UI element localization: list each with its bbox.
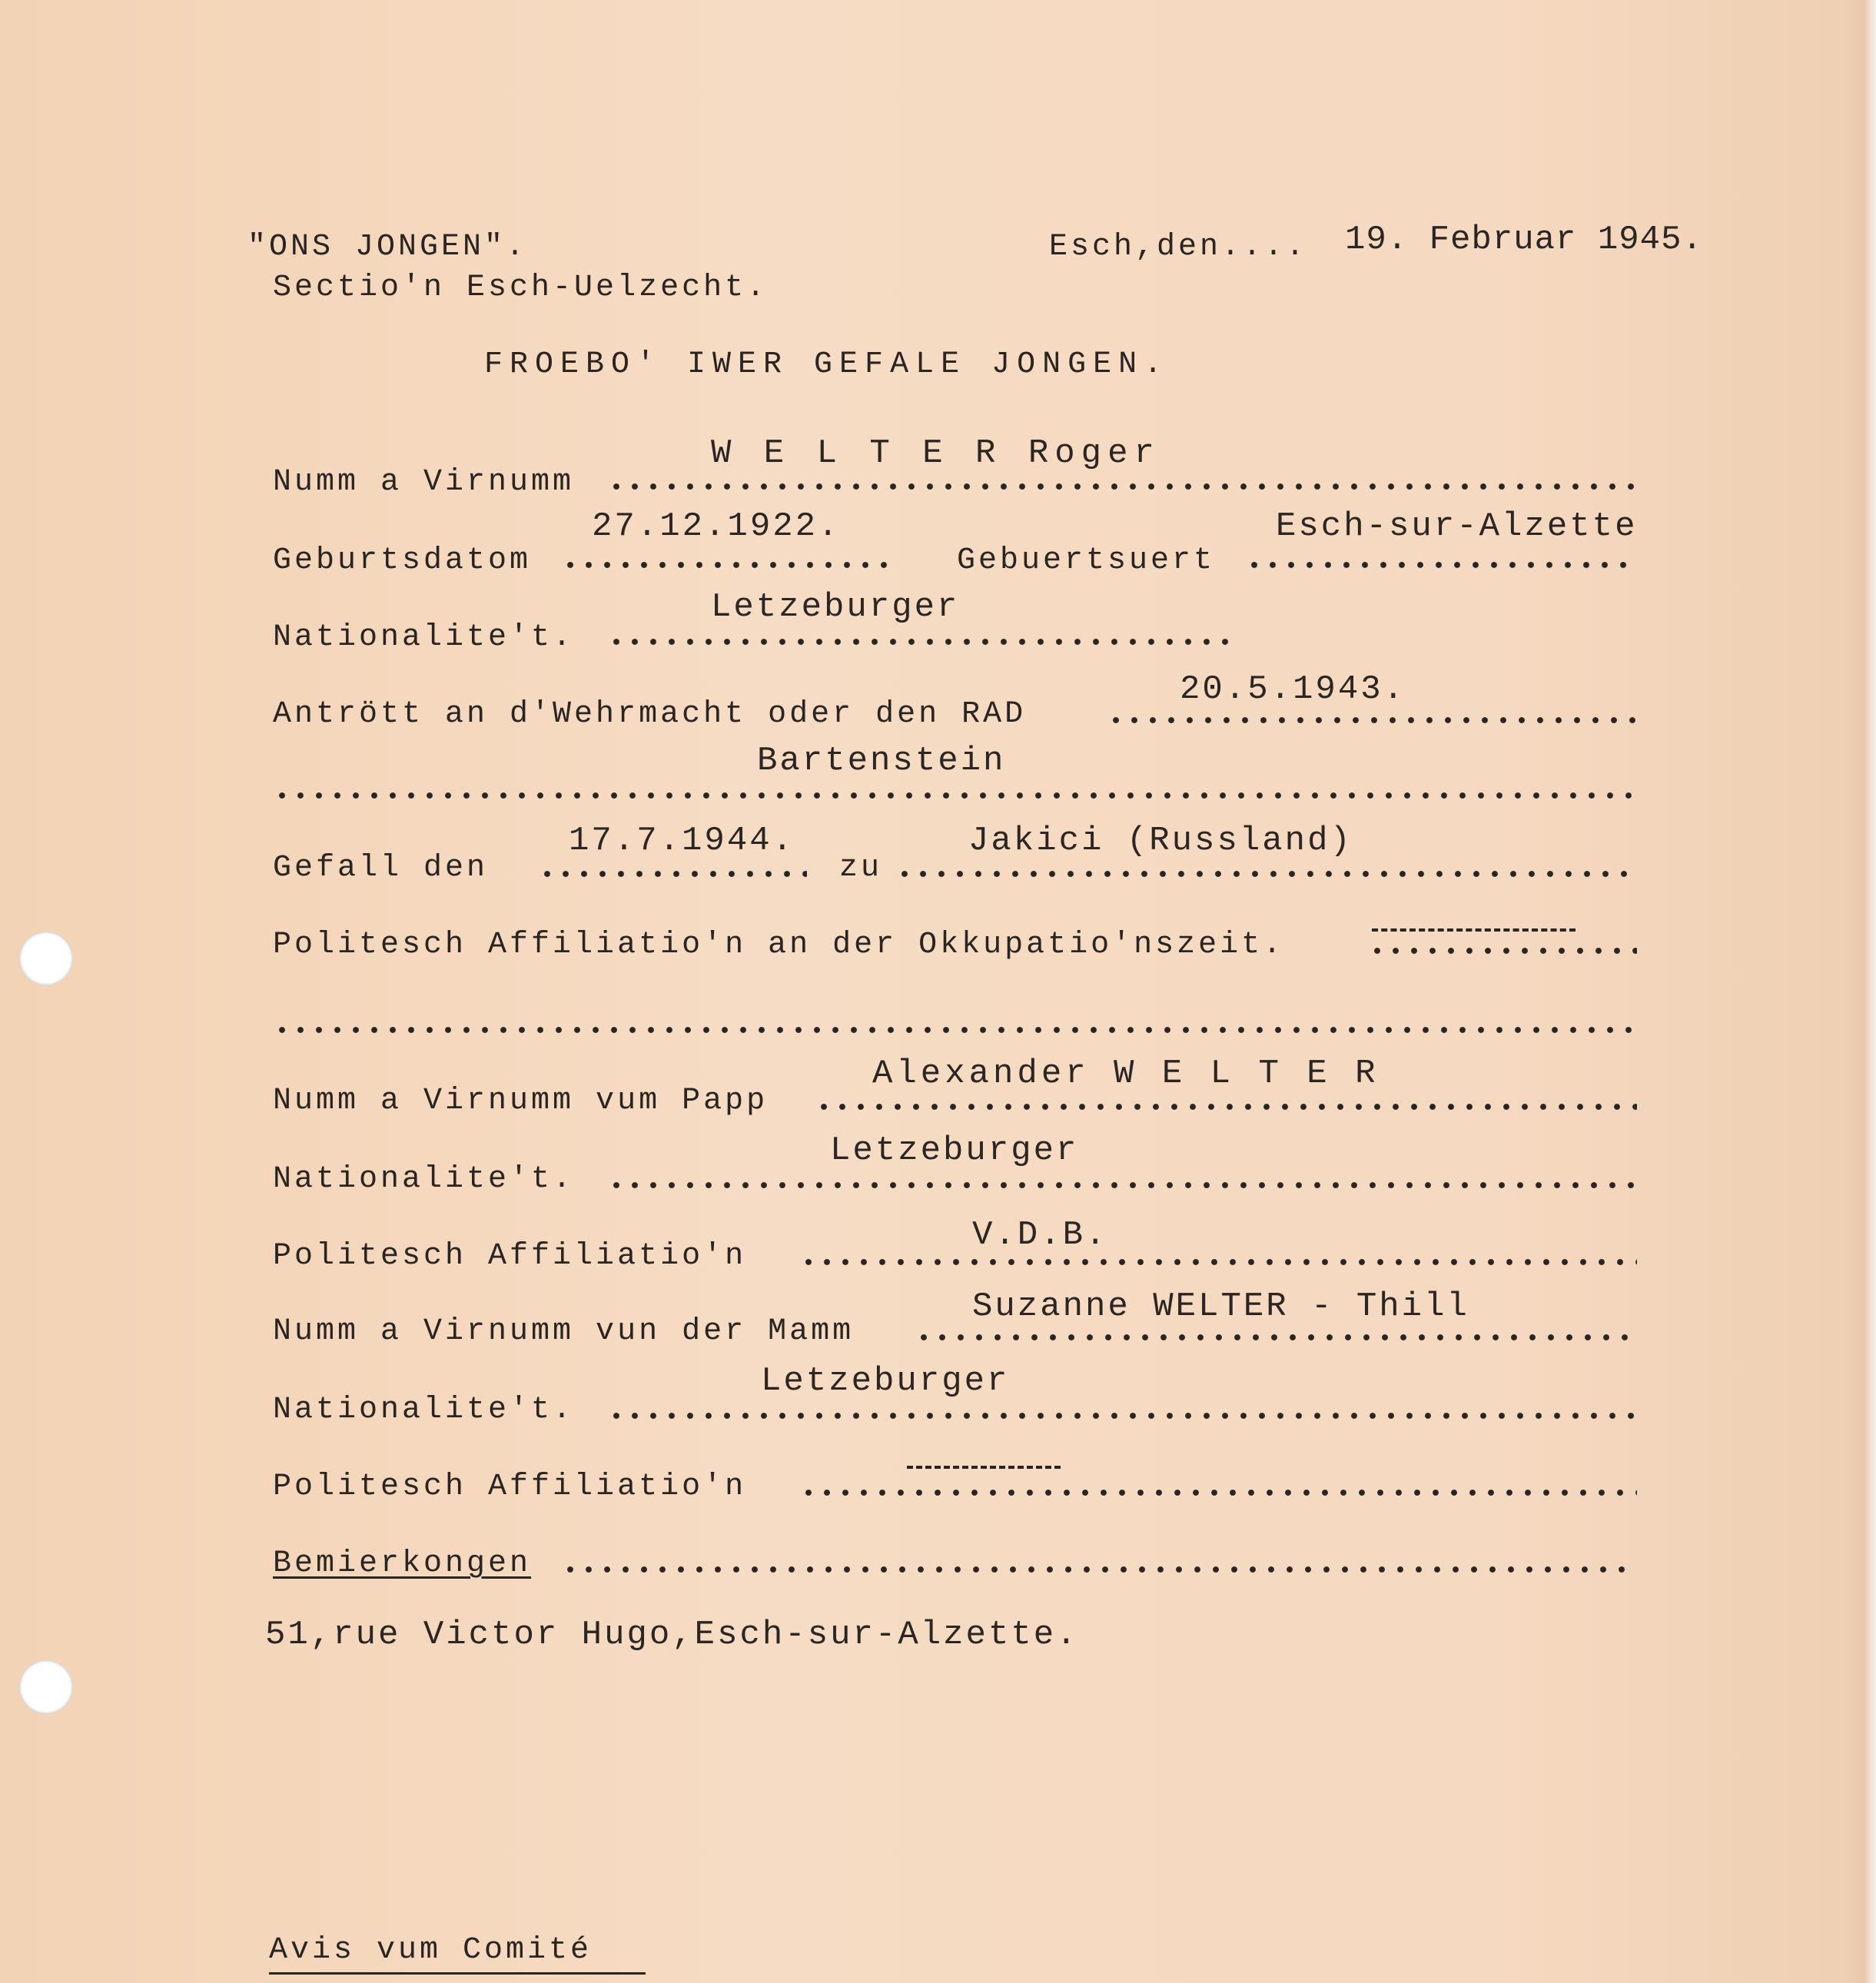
fallen-date-label: Gefall den bbox=[273, 851, 489, 885]
mother-political-blank-dash bbox=[907, 1466, 1061, 1472]
fallen-place-value: Jakici (Russland) bbox=[968, 822, 1353, 860]
name-value: W E L T E R Roger bbox=[711, 434, 1160, 473]
father-political-value: V.D.B. bbox=[972, 1216, 1108, 1254]
mother-label: Numm a Virnumm vun der Mamm bbox=[273, 1314, 855, 1349]
punch-hole-top bbox=[19, 932, 73, 985]
nationality-value: Letzeburger bbox=[711, 588, 960, 626]
address-value: 51,rue Victor Hugo,Esch-sur-Alzette. bbox=[265, 1616, 1079, 1654]
birthdate-dotted-line bbox=[561, 561, 899, 569]
entry-date-value: 20.5.1943. bbox=[1180, 670, 1406, 709]
entry-place-dotted-line bbox=[273, 792, 1637, 799]
mother-nationality-value: Letzeburger bbox=[761, 1362, 1010, 1400]
mother-political-dotted-line bbox=[799, 1489, 1637, 1496]
mother-nationality-dotted-line bbox=[607, 1412, 1637, 1420]
father-nationality-dotted-line bbox=[607, 1181, 1637, 1189]
birthplace-value: Esch-sur-Alzette bbox=[1276, 507, 1638, 546]
fallen-date-value: 17.7.1944. bbox=[569, 822, 795, 860]
remarks-label: Bemierkongen bbox=[273, 1546, 532, 1581]
punch-hole-bottom bbox=[19, 1660, 73, 1714]
nationality-dotted-line bbox=[607, 638, 1237, 646]
father-label: Numm a Virnumm vum Papp bbox=[273, 1084, 769, 1118]
fallen-at-label: zu bbox=[839, 851, 883, 885]
section-name: Sectio'n Esch-Uelzecht. bbox=[273, 271, 769, 305]
fallen-date-dotted-line bbox=[538, 870, 807, 878]
mother-dotted-line bbox=[915, 1334, 1637, 1341]
birthplace-dotted-line bbox=[1245, 561, 1637, 569]
name-label: Numm a Virnumm bbox=[273, 465, 575, 500]
form-title: FROEBO' IWER GEFALE JONGEN. bbox=[484, 347, 1170, 382]
political-dotted-line bbox=[1368, 947, 1637, 955]
father-nationality-label: Nationalite't. bbox=[273, 1162, 575, 1197]
mother-nationality-label: Nationalite't. bbox=[273, 1393, 575, 1427]
mother-political-label: Politesch Affiliatio'n bbox=[273, 1470, 747, 1504]
entry-place-value: Bartenstein bbox=[757, 742, 1006, 780]
father-nationality-value: Letzeburger bbox=[830, 1131, 1079, 1170]
entry-dotted-line bbox=[1107, 716, 1637, 724]
father-value: Alexander W E L T E R bbox=[872, 1055, 1380, 1093]
political-blank-dash bbox=[1372, 928, 1576, 935]
entry-label: Antrött an d'Wehrmacht oder den RAD bbox=[273, 697, 1027, 732]
document-date: 19. Februar 1945. bbox=[1345, 221, 1703, 259]
committee-label: Avis vum Comité bbox=[269, 1933, 593, 1968]
committee-underline bbox=[269, 1972, 646, 1975]
father-political-label: Politesch Affiliatio'n bbox=[273, 1239, 747, 1274]
birthdate-value: 27.12.1922. bbox=[592, 507, 841, 546]
nationality-label: Nationalite't. bbox=[273, 620, 575, 655]
political-extra-dotted-line bbox=[273, 1026, 1637, 1034]
mother-value: Suzanne WELTER - Thill bbox=[972, 1287, 1469, 1326]
father-political-dotted-line bbox=[799, 1258, 1637, 1266]
name-dotted-line bbox=[607, 483, 1637, 490]
remarks-dotted-line bbox=[561, 1566, 1637, 1573]
fallen-place-dotted-line bbox=[895, 870, 1637, 878]
org-name: "ONS JONGEN". bbox=[247, 230, 528, 264]
place-date-prefix: Esch,den.... bbox=[1049, 230, 1308, 264]
political-label: Politesch Affiliatio'n an der Okkupatio'nszeit. bbox=[273, 928, 1285, 962]
paper-edge bbox=[1845, 0, 1876, 1983]
birthdate-label: Geburtsdatom bbox=[273, 543, 532, 578]
father-dotted-line bbox=[815, 1103, 1637, 1111]
birthplace-label: Gebuertsuert bbox=[957, 543, 1216, 578]
